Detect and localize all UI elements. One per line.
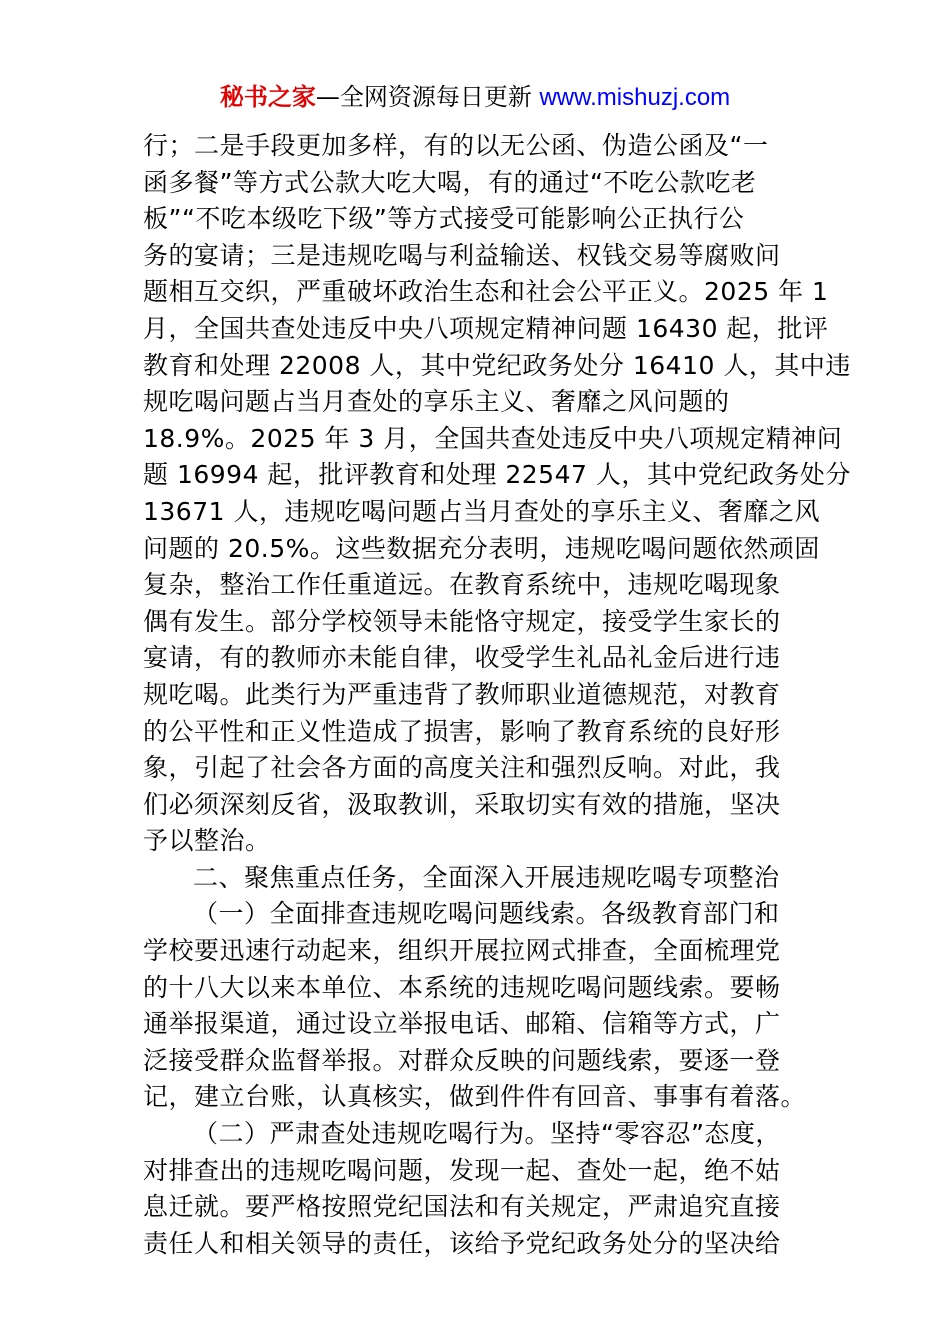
text-line: 题 16994 起，批评教育和处理 22547 人，其中党纪政务处分	[143, 460, 851, 490]
text-line: 教育和处理 22008 人，其中党纪政务处分 16410 人，其中违	[143, 350, 851, 380]
text-line: 予以整治。	[143, 826, 271, 856]
document-body	[143, 128, 851, 1262]
text-line: 学校要迅速行动起来，组织开展拉网式排查，全面梳理党	[143, 936, 781, 966]
text-line: 通举报渠道，通过设立举报电话、邮箱、信箱等方式，广	[143, 1009, 781, 1039]
text-line: 复杂，整治工作任重道远。在教育系统中，违规吃喝现象	[143, 570, 781, 600]
text-line: 题相互交织，严重破坏政治生态和社会公平正义。2025 年 1	[143, 277, 829, 307]
text-line: 月，全国共查处违反中央八项规定精神问题 16430 起，批评	[143, 313, 829, 343]
text-line: 对排查出的违规吃喝问题，发现一起、查处一起，绝不姑	[143, 1155, 781, 1185]
text-line: 象，引起了社会各方面的高度关注和强烈反响。对此，我	[143, 753, 781, 783]
text-line: （二）严肃查处违规吃喝行为。坚持“零容忍”态度，	[193, 1119, 781, 1149]
text-line: 的十八大以来本单位、本系统的违规吃喝问题线索。要畅	[143, 972, 781, 1002]
site-header	[0, 80, 950, 115]
site-tagline: —全网资源每日更新	[315, 83, 540, 111]
text-line: 规吃喝。此类行为严重违背了教师职业道德规范，对教育	[143, 679, 781, 709]
text-line: 责任人和相关领导的责任，该给予党纪政务处分的坚决给	[143, 1228, 781, 1258]
text-line: 记，建立台账，认真核实，做到件件有回音、事事有着落。	[143, 1082, 807, 1112]
text-line: 行；二是手段更加多样，有的以无公函、伪造公函及“一	[143, 131, 769, 160]
text-line: 18.9%。2025 年 3 月，全国共查处违反中央八项规定精神问	[143, 423, 843, 453]
text-line: 宴请，有的教师亦未能自律，收受学生礼品礼金后进行违	[143, 643, 781, 673]
text-line: 息迁就。要严格按照党纪国法和有关规定，严肃追究直接	[143, 1192, 781, 1222]
text-line: 偶有发生。部分学校领导未能恪守规定，接受学生家长的	[143, 606, 781, 636]
text-line: （一）全面排查违规吃喝问题线索。各级教育部门和	[193, 899, 780, 929]
text-line: 问题的 20.5%。这些数据充分表明，违规吃喝问题依然顽固	[143, 533, 820, 563]
text-line: 函多餐”等方式公款大吃大喝，有的通过“不吃公款吃老	[143, 167, 757, 197]
text-line: 规吃喝问题占当月查处的享乐主义、奢靡之风问题的	[143, 387, 730, 417]
text-line: 13671 人，违规吃喝问题占当月查处的享乐主义、奢靡之风	[143, 496, 820, 526]
site-url-link[interactable]: www.mishuzj.com	[539, 84, 731, 111]
text-line: 务的宴请；三是违规吃喝与利益输送、权钱交易等腐败问	[143, 240, 781, 270]
text-line: 泛接受群众监督举报。对群众反映的问题线索，要逐一登	[143, 1045, 781, 1075]
text-line: 的公平性和正义性造成了损害，影响了教育系统的良好形	[143, 716, 781, 746]
site-brand: 秘书之家	[219, 83, 316, 111]
text-line: 们必须深刻反省，汲取教训，采取切实有效的措施，坚决	[143, 789, 781, 819]
text-line: 板”“不吃本级吃下级”等方式接受可能影响公正执行公	[143, 204, 745, 234]
text-line: 二、聚焦重点任务，全面深入开展违规吃喝专项整治	[193, 862, 780, 892]
